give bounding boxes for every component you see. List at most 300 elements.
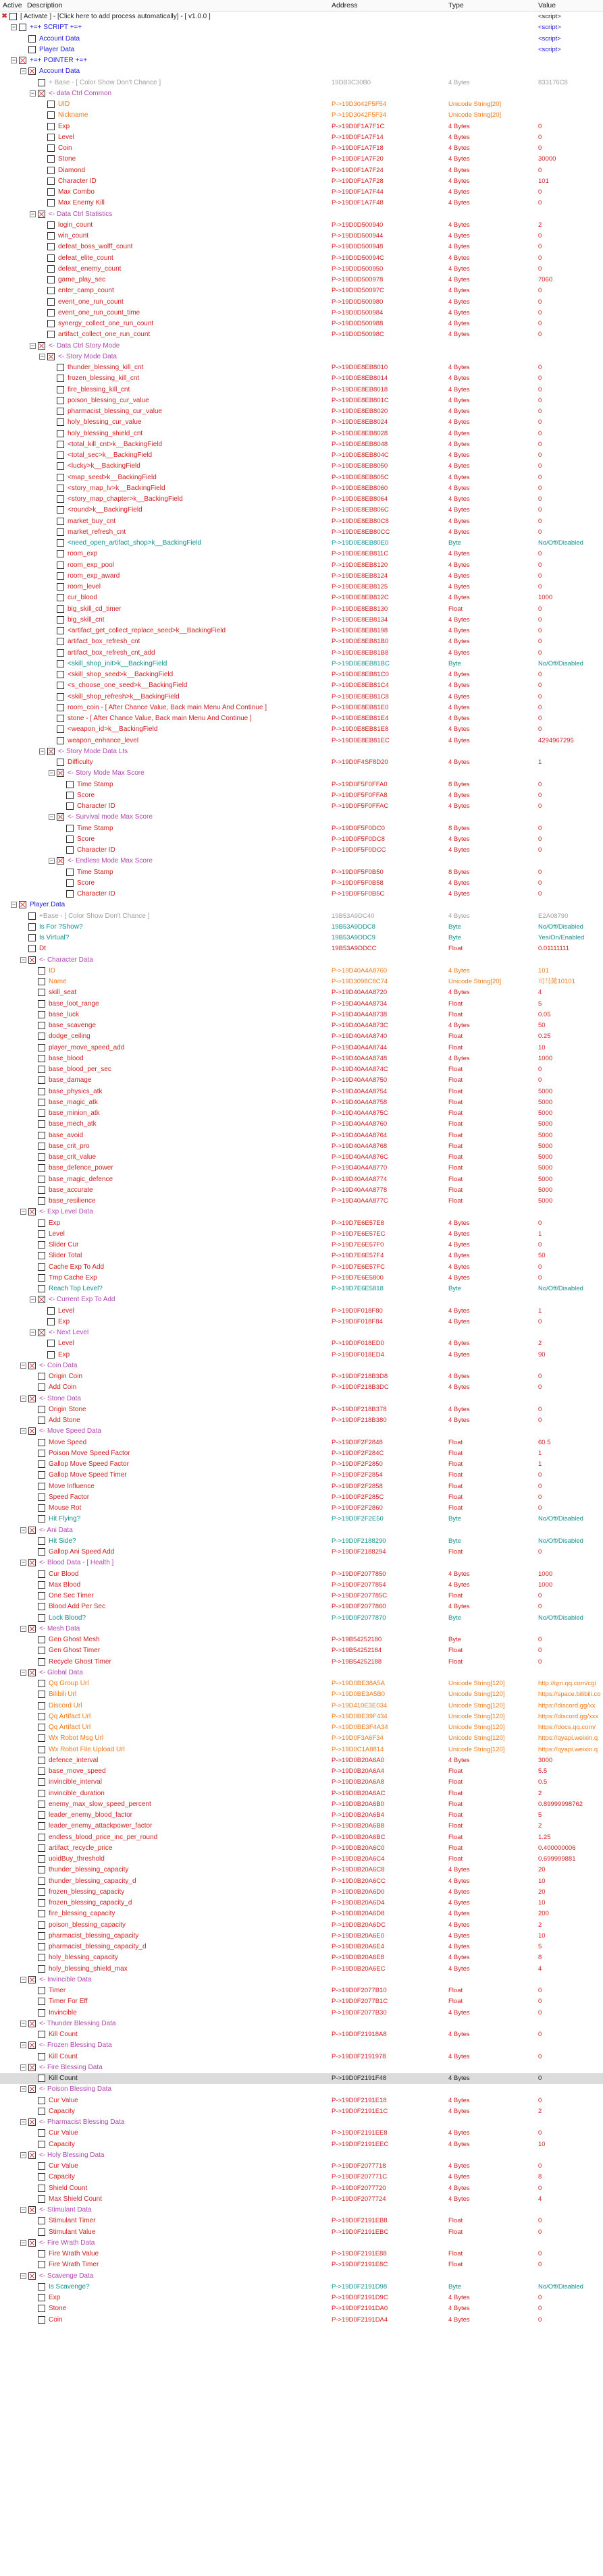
active-checkbox[interactable] (38, 989, 45, 996)
table-row[interactable] (0, 1854, 603, 1865)
row-description[interactable]: Invincible (49, 2008, 77, 2017)
active-checkbox[interactable] (28, 1559, 36, 1566)
table-row[interactable] (0, 680, 603, 691)
row-description[interactable]: artifact_recycle_price (49, 1844, 113, 1852)
table-row[interactable] (0, 790, 603, 801)
row-description[interactable]: ID (49, 966, 55, 975)
row-value[interactable]: <script> (538, 24, 561, 32)
row-value[interactable]: 10 (538, 1043, 546, 1051)
row-description[interactable]: Score (77, 791, 95, 799)
row-description[interactable]: Name (49, 978, 67, 985)
active-checkbox[interactable] (28, 2085, 36, 2093)
row-value[interactable]: 0 (538, 2261, 542, 2269)
active-checkbox[interactable] (38, 1460, 45, 1468)
active-checkbox[interactable] (38, 1965, 45, 1973)
row-value[interactable]: 0 (538, 1504, 542, 1512)
active-checkbox[interactable] (38, 1132, 45, 1139)
table-row[interactable] (0, 703, 603, 713)
row-value[interactable]: 5 (538, 1811, 542, 1819)
active-checkbox[interactable] (38, 1855, 45, 1863)
row-description[interactable]: Cur Value (49, 2129, 78, 2137)
row-value[interactable]: https://qyapi.weixin.q (538, 1745, 598, 1753)
row-value[interactable]: 30000 (538, 155, 556, 163)
row-description[interactable]: Coin (49, 2315, 63, 2324)
row-value[interactable]: 0 (538, 638, 542, 646)
row-value[interactable]: 2 (538, 1822, 542, 1830)
table-row[interactable] (0, 1350, 603, 1361)
table-row[interactable] (0, 1733, 603, 1744)
row-description[interactable]: invincible_interval (49, 1778, 102, 1786)
row-value[interactable]: 1000 (538, 1581, 553, 1589)
active-checkbox[interactable] (47, 144, 55, 152)
row-description[interactable]: Bilibili Url (49, 1691, 77, 1699)
row-description[interactable]: Origin Coin (49, 1373, 83, 1380)
row-value[interactable]: 0 (538, 682, 542, 690)
row-description[interactable]: <- Ani Data (39, 1526, 73, 1534)
row-description[interactable]: Stone (49, 2305, 67, 2313)
table-row[interactable] (0, 560, 603, 571)
row-value[interactable]: 1 (538, 1230, 542, 1238)
active-checkbox[interactable] (38, 1888, 45, 1896)
collapse-toggle-icon[interactable]: − (11, 57, 16, 63)
table-row[interactable] (0, 1273, 603, 1284)
row-description[interactable]: Dt (39, 945, 46, 953)
table-row[interactable] (0, 2293, 603, 2303)
table-row[interactable] (0, 1448, 603, 1459)
row-description[interactable]: Cache Exp To Add (49, 1263, 105, 1271)
active-checkbox[interactable] (28, 2239, 36, 2247)
row-value[interactable]: 0 (538, 188, 542, 196)
active-checkbox[interactable] (57, 539, 64, 547)
table-row[interactable] (0, 1755, 603, 1766)
row-description[interactable]: base_scavenge (49, 1022, 97, 1029)
row-description[interactable]: Qq Artifact Url (49, 1712, 91, 1720)
header-active[interactable]: Active (3, 1, 22, 9)
collapse-toggle-icon[interactable]: − (40, 747, 45, 755)
row-description[interactable]: pharmacist_blessing_capacity (49, 1931, 139, 1940)
row-value[interactable]: 3000 (538, 1756, 553, 1764)
table-row[interactable] (0, 417, 603, 428)
table-row[interactable] (0, 922, 603, 933)
row-description[interactable]: +Base - [ Color Show Don't Chance ] (39, 912, 150, 920)
row-value[interactable]: 0 (538, 1241, 542, 1249)
row-value[interactable]: 2 (538, 1789, 542, 1797)
row-description[interactable]: Is Scavenge? (49, 2282, 90, 2291)
row-description[interactable]: Stimulant Value (49, 2228, 96, 2236)
active-checkbox[interactable] (38, 1329, 45, 1336)
row-description[interactable]: player_move_speed_add (49, 1043, 125, 1051)
row-description[interactable]: <weapon_id>k__BackingField (68, 725, 158, 734)
row-value[interactable]: 0 (538, 2096, 542, 2104)
row-description[interactable]: Is For ?Show? (39, 923, 83, 931)
active-checkbox[interactable] (66, 802, 74, 810)
active-checkbox[interactable] (28, 46, 36, 53)
active-checkbox[interactable] (38, 2031, 45, 2038)
group-row[interactable] (0, 1327, 603, 1338)
active-checkbox[interactable] (47, 188, 55, 196)
row-value[interactable]: 0 (538, 2294, 542, 2301)
row-description[interactable]: [ Activate ] - [Click here to add process automatically] - [ v1.0.0 ] (20, 13, 211, 20)
table-row[interactable] (0, 1843, 603, 1854)
row-value[interactable]: 0 (538, 396, 542, 404)
table-row[interactable] (0, 757, 603, 768)
row-value[interactable]: 0 (538, 2315, 542, 2324)
table-row[interactable] (0, 362, 603, 373)
row-description[interactable]: Kill Count (49, 2075, 78, 2082)
active-checkbox[interactable] (38, 2305, 45, 2312)
row-description[interactable]: market_buy_cnt (68, 517, 116, 525)
row-description[interactable]: Stimulant Timer (49, 2217, 96, 2225)
collapse-toggle-icon[interactable]: − (49, 769, 54, 777)
active-checkbox[interactable] (28, 1625, 36, 1633)
active-checkbox[interactable] (38, 1746, 45, 1753)
row-description[interactable]: room_level (68, 583, 101, 591)
row-description[interactable]: Is Virtual? (39, 934, 70, 941)
active-checkbox[interactable] (38, 1998, 45, 2005)
active-checkbox[interactable] (38, 1066, 45, 1073)
row-value[interactable]: 0 (538, 429, 542, 437)
active-checkbox[interactable] (38, 1767, 45, 1775)
active-checkbox[interactable] (57, 528, 64, 536)
active-checkbox[interactable] (19, 24, 26, 31)
table-row[interactable] (0, 1240, 603, 1251)
table-row[interactable] (0, 1196, 603, 1207)
table-row[interactable] (0, 987, 603, 998)
row-value[interactable]: No/Off/Disabled (538, 2282, 583, 2291)
active-checkbox[interactable] (47, 265, 55, 273)
row-description[interactable]: enter_camp_count (58, 287, 114, 295)
active-checkbox[interactable] (28, 1427, 36, 1435)
group-row[interactable] (0, 1624, 603, 1635)
row-value[interactable]: <script> (538, 45, 561, 53)
active-checkbox[interactable] (38, 1548, 45, 1556)
table-row[interactable] (0, 626, 603, 636)
row-description[interactable]: <- Stone Data (39, 1394, 81, 1402)
active-checkbox[interactable] (38, 1220, 45, 1227)
active-checkbox[interactable] (57, 451, 64, 459)
active-checkbox[interactable] (47, 309, 55, 317)
active-checkbox[interactable] (38, 1581, 45, 1589)
table-row[interactable] (0, 1865, 603, 1875)
table-row[interactable] (0, 1108, 603, 1119)
row-value[interactable]: 101 (538, 966, 549, 975)
row-description[interactable]: Time Stamp (77, 868, 113, 876)
active-checkbox[interactable] (38, 1176, 45, 1183)
row-description[interactable]: Exp (58, 122, 70, 130)
table-row[interactable] (0, 1745, 603, 1755)
active-checkbox[interactable] (38, 1120, 45, 1128)
table-row[interactable] (0, 692, 603, 703)
table-row[interactable] (0, 2172, 603, 2183)
table-row[interactable] (0, 1777, 603, 1788)
table-row[interactable] (0, 977, 603, 987)
table-row[interactable] (0, 78, 603, 88)
table-row[interactable] (0, 45, 603, 55)
row-value[interactable]: 0 (538, 649, 542, 657)
row-value[interactable]: No/Off/Disabled (538, 1614, 583, 1622)
row-description[interactable]: <story_map_lv>k__BackingField (68, 484, 165, 492)
row-description[interactable]: Gen Ghost Timer (49, 1647, 101, 1655)
active-checkbox[interactable] (57, 813, 64, 821)
row-value[interactable]: 10 (538, 2140, 546, 2148)
row-description[interactable]: Level (58, 133, 74, 141)
row-value[interactable]: No/Off/Disabled (538, 539, 583, 547)
row-value[interactable]: No/Off/Disabled (538, 1537, 583, 1545)
table-row[interactable] (0, 220, 603, 231)
row-description[interactable]: cur_blood (68, 594, 97, 602)
row-value[interactable]: 0 (538, 2184, 542, 2192)
row-description[interactable]: base_defence_power (49, 1164, 113, 1172)
active-checkbox[interactable] (38, 1197, 45, 1205)
table-row[interactable] (0, 2183, 603, 2194)
row-description[interactable]: Max Combo (58, 188, 95, 196)
table-row[interactable] (0, 253, 603, 264)
active-checkbox[interactable] (47, 123, 55, 130)
row-description[interactable]: big_skill_cd_timer (68, 605, 122, 613)
row-description[interactable]: <- Survival mode Max Score (68, 813, 153, 821)
row-description[interactable]: fire_blessing_kill_cnt (68, 385, 130, 393)
row-description[interactable]: <map_seed>k__BackingField (68, 473, 157, 481)
table-row[interactable] (0, 538, 603, 549)
row-value[interactable]: 0 (538, 1383, 542, 1392)
active-checkbox[interactable] (28, 945, 36, 952)
row-description[interactable]: <- Next Level (49, 1329, 89, 1336)
row-value[interactable]: 0 (538, 868, 542, 876)
collapse-toggle-icon[interactable]: − (21, 2085, 26, 2093)
table-row[interactable] (0, 1087, 603, 1097)
table-row[interactable] (0, 1163, 603, 1174)
table-row[interactable] (0, 1185, 603, 1196)
active-checkbox[interactable] (38, 1899, 45, 1907)
row-description[interactable]: <- Exp Level Data (39, 1208, 93, 1216)
table-row[interactable] (0, 1152, 603, 1163)
collapse-toggle-icon[interactable]: − (21, 1361, 26, 1369)
row-description[interactable]: holy_blessing_shield_max (49, 1965, 128, 1973)
row-description[interactable]: thunder_blessing_capacity_d (49, 1877, 136, 1885)
active-checkbox[interactable] (57, 561, 64, 569)
row-value[interactable]: http://qm.qq.com/cgi (538, 1680, 596, 1687)
active-checkbox[interactable] (57, 495, 64, 503)
row-value[interactable]: 0.400000006 (538, 1844, 576, 1852)
table-row[interactable] (0, 1996, 603, 2007)
table-row[interactable] (0, 308, 603, 319)
row-description[interactable]: Difficulty (68, 759, 93, 766)
row-value[interactable]: 5000 (538, 1164, 553, 1172)
active-checkbox[interactable] (38, 2108, 45, 2115)
table-row[interactable] (0, 2161, 603, 2172)
row-value[interactable]: 833176C8 (538, 78, 568, 86)
row-description[interactable]: <- Data Ctrl Story Mode (49, 341, 120, 350)
row-description[interactable]: Kill Count (49, 2031, 78, 2038)
row-description[interactable]: <- Pharmacist Blessing Data (39, 2118, 125, 2126)
table-row[interactable] (0, 834, 603, 845)
active-checkbox[interactable] (38, 1373, 45, 1380)
active-checkbox[interactable] (38, 1954, 45, 1961)
group-row[interactable] (0, 1294, 603, 1305)
active-checkbox[interactable] (38, 2294, 45, 2301)
active-checkbox[interactable] (66, 781, 74, 788)
group-row[interactable] (0, 66, 603, 77)
row-value[interactable]: 0 (538, 199, 542, 207)
table-row[interactable] (0, 1657, 603, 1668)
active-checkbox[interactable] (38, 2097, 45, 2104)
active-checkbox[interactable] (38, 1153, 45, 1161)
row-description[interactable]: Exp (58, 1317, 70, 1325)
collapse-toggle-icon[interactable]: − (21, 956, 26, 963)
table-row[interactable] (0, 2216, 603, 2226)
group-row[interactable] (0, 209, 603, 220)
row-value[interactable]: 50 (538, 1022, 546, 1029)
row-value[interactable]: 0 (538, 615, 542, 624)
active-checkbox[interactable] (57, 462, 64, 470)
row-description[interactable]: event_one_run_count_time (58, 308, 140, 317)
row-value[interactable]: No/Off/Disabled (538, 659, 583, 667)
row-value[interactable]: 0 (538, 703, 542, 711)
table-row[interactable] (0, 2139, 603, 2150)
active-checkbox[interactable] (38, 1504, 45, 1512)
table-row[interactable] (0, 494, 603, 505)
table-row[interactable] (0, 549, 603, 559)
row-description[interactable]: artifact_collect_one_run_count (58, 331, 151, 339)
group-row[interactable] (0, 2062, 603, 2073)
row-value[interactable]: 0 (538, 1493, 542, 1501)
row-description[interactable]: base_blood (49, 1054, 84, 1062)
row-description[interactable]: event_one_run_count (58, 298, 124, 306)
row-value[interactable]: 20 (538, 1866, 546, 1874)
active-checkbox[interactable] (28, 956, 36, 964)
table-row[interactable] (0, 1601, 603, 1612)
row-description[interactable]: <- Blood Data - [ Health ] (39, 1559, 114, 1567)
row-description[interactable]: base_blood_per_sec (49, 1066, 111, 1073)
table-row[interactable] (0, 1218, 603, 1229)
active-checkbox[interactable] (28, 2272, 36, 2280)
row-description[interactable]: Mouse Rot (49, 1504, 82, 1512)
table-row[interactable] (0, 736, 603, 746)
table-row[interactable] (0, 1470, 603, 1481)
table-row[interactable] (0, 176, 603, 187)
table-row[interactable] (0, 439, 603, 450)
row-value[interactable]: No/Off/Disabled (538, 1515, 583, 1523)
row-description[interactable]: thunder_blessing_capacity (49, 1866, 129, 1874)
row-value[interactable]: 0 (538, 2250, 542, 2257)
table-row[interactable] (0, 593, 603, 603)
active-checkbox[interactable] (38, 1866, 45, 1873)
table-row[interactable] (0, 110, 603, 121)
row-description[interactable]: Max Enemy Kill (58, 199, 105, 207)
table-row[interactable] (0, 2008, 603, 2019)
active-checkbox[interactable] (66, 792, 74, 799)
row-description[interactable]: base_crit_pro (49, 1142, 90, 1150)
active-checkbox[interactable] (28, 2152, 36, 2159)
row-description[interactable]: weapon_enhance_level (68, 736, 139, 744)
table-row[interactable] (0, 121, 603, 132)
active-checkbox[interactable] (38, 1921, 45, 1929)
active-checkbox[interactable] (57, 671, 64, 678)
row-description[interactable]: Character ID (77, 890, 115, 898)
row-description[interactable]: defeat_boss_wolff_count (58, 243, 133, 251)
activate-x-icon[interactable]: ✖ (1, 12, 8, 20)
row-value[interactable]: 0 (538, 331, 542, 339)
row-description[interactable]: artifact_box_refresh_cnt_add (68, 649, 155, 657)
table-row[interactable] (0, 297, 603, 308)
table-row[interactable] (0, 823, 603, 834)
row-value[interactable]: 10 (538, 1899, 546, 1907)
row-description[interactable]: Cur Value (49, 2162, 78, 2170)
table-row[interactable] (0, 231, 603, 242)
row-value[interactable]: 20 (538, 1888, 546, 1896)
active-checkbox[interactable] (38, 1822, 45, 1830)
row-description[interactable]: dodge_ceiling (49, 1033, 90, 1041)
collapse-toggle-icon[interactable]: − (49, 857, 54, 865)
row-description[interactable]: base_accurate (49, 1186, 93, 1194)
active-checkbox[interactable] (47, 298, 55, 306)
table-row[interactable] (0, 878, 603, 889)
group-row[interactable] (0, 2117, 603, 2128)
active-checkbox[interactable] (47, 155, 55, 163)
active-checkbox[interactable] (57, 737, 64, 744)
table-row[interactable] (0, 1766, 603, 1777)
row-description[interactable]: Player Data (30, 901, 65, 909)
row-description[interactable]: Add Coin (49, 1383, 77, 1392)
table-row[interactable] (0, 1481, 603, 1492)
active-checkbox[interactable] (19, 901, 26, 908)
row-description[interactable]: Exp (49, 1219, 61, 1227)
row-value[interactable]: 0 (538, 1066, 542, 1073)
table-row[interactable] (0, 34, 603, 45)
active-checkbox[interactable] (38, 1493, 45, 1501)
active-checkbox[interactable] (38, 1603, 45, 1610)
active-checkbox[interactable] (28, 2041, 36, 2049)
table-row[interactable] (0, 1130, 603, 1141)
row-description[interactable]: stone - [ After Chance Value, Back main Menu And Continue ] (68, 715, 252, 722)
row-value[interactable]: 7060 (538, 276, 553, 283)
active-checkbox[interactable] (28, 1362, 36, 1369)
table-row[interactable] (0, 1931, 603, 1942)
row-value[interactable]: 0.699999881 (538, 1855, 576, 1863)
group-row[interactable] (0, 2271, 603, 2282)
active-checkbox[interactable] (38, 1483, 45, 1490)
group-row[interactable] (0, 1394, 603, 1404)
row-description[interactable]: Hit Side? (49, 1537, 76, 1545)
row-value[interactable]: 0 (538, 1592, 542, 1599)
active-checkbox[interactable] (38, 1241, 45, 1249)
row-description[interactable]: <- Global Data (39, 1668, 83, 1676)
active-checkbox[interactable] (38, 1537, 45, 1545)
active-checkbox[interactable] (38, 1406, 45, 1413)
active-checkbox[interactable] (38, 2283, 45, 2291)
active-checkbox[interactable] (38, 1878, 45, 1885)
row-value[interactable]: 1 (538, 759, 542, 766)
active-checkbox[interactable] (38, 1943, 45, 1950)
active-checkbox[interactable] (38, 1044, 45, 1051)
active-checkbox[interactable] (38, 211, 45, 218)
row-description[interactable]: <s_choose_one_seed>k__BackingField (68, 682, 188, 690)
row-value[interactable]: 2 (538, 1921, 542, 1929)
active-checkbox[interactable] (38, 1724, 45, 1731)
row-value[interactable]: 0 (538, 265, 542, 273)
row-description[interactable]: Timer For Eff (49, 1998, 88, 2006)
table-row[interactable] (0, 1119, 603, 1130)
row-description[interactable]: Capacity (49, 2107, 75, 2115)
table-row[interactable] (0, 2106, 603, 2117)
collapse-toggle-icon[interactable]: − (21, 2019, 26, 2027)
header-value[interactable]: Value (538, 1, 556, 9)
row-description[interactable]: Time Stamp (77, 824, 113, 832)
table-row[interactable] (0, 604, 603, 615)
active-checkbox[interactable] (57, 693, 64, 701)
row-description[interactable]: Qq Group Url (49, 1680, 89, 1687)
active-checkbox[interactable] (38, 1000, 45, 1008)
